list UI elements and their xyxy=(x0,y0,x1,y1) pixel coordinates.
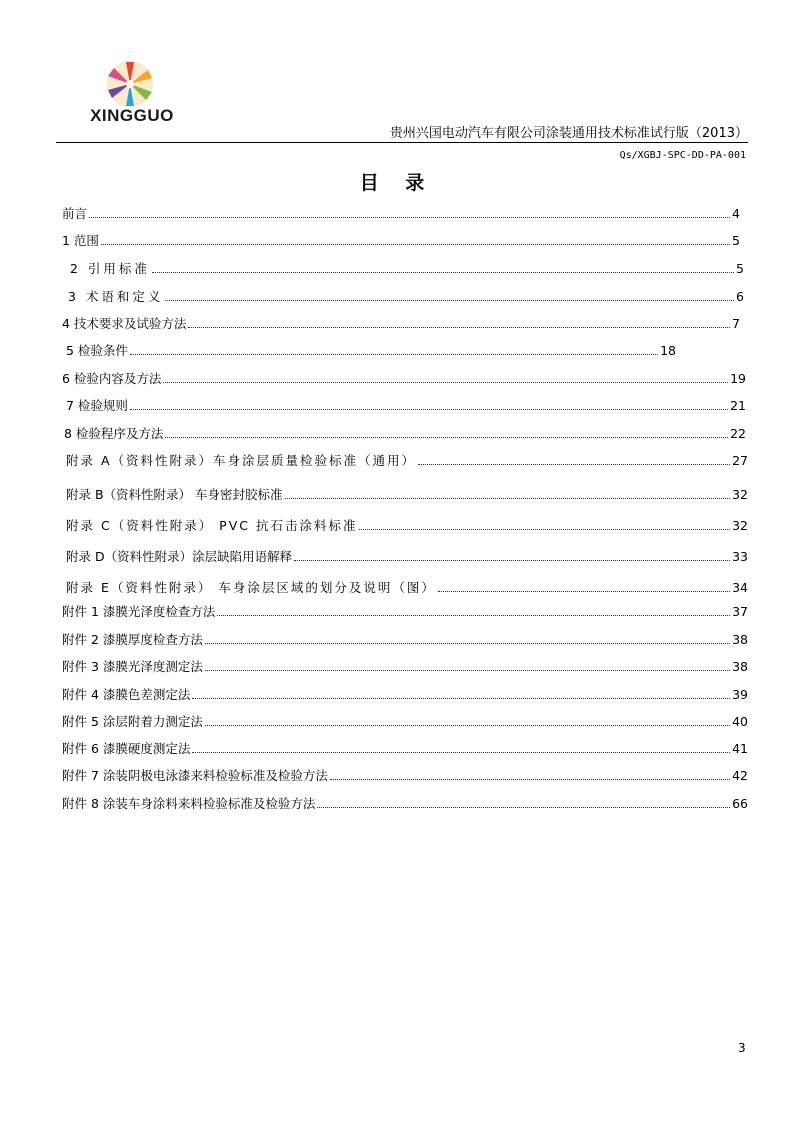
toc-entry-label: 7 检验规则 xyxy=(66,398,128,413)
toc-entry-label: 1 范围 xyxy=(62,233,99,248)
toc-entry[interactable] xyxy=(62,768,748,784)
toc-leader xyxy=(294,549,730,561)
toc-entry-page: 4 xyxy=(732,206,740,221)
toc-leader xyxy=(330,768,730,780)
document-code: Qs/XGBJ-SPC-DD-PA-001 xyxy=(619,150,746,161)
toc-entry[interactable] xyxy=(66,453,748,469)
toc-entry-label: 附件 1 漆膜光泽度检查方法 xyxy=(62,604,216,619)
toc-entry-label: 附件 5 涂层附着力测定法 xyxy=(62,714,203,729)
toc-leader xyxy=(438,580,730,592)
toc-leader xyxy=(418,453,730,465)
toc-entry[interactable] xyxy=(62,604,748,620)
toc-entry-label: 5 检验条件 xyxy=(66,343,128,358)
toc-entry-label: 附录 B（资料性附录） 车身密封胶标准 xyxy=(66,487,283,502)
toc-entry-label: 附录 A（资料性附录）车身涂层质量检验标准（通用） xyxy=(66,453,417,468)
toc-entry-page: 33 xyxy=(732,549,748,564)
toc-entry-label: 附件 3 漆膜光泽度测定法 xyxy=(62,659,203,674)
toc-entry-label: 附件 6 漆膜硬度测定法 xyxy=(62,741,191,756)
toc-entry[interactable] xyxy=(62,316,740,332)
toc-entry-page: 6 xyxy=(736,289,744,304)
logo-star-icon xyxy=(100,60,160,108)
toc-entry[interactable] xyxy=(62,796,748,812)
toc-leader xyxy=(205,714,730,726)
toc-entry-page: 18 xyxy=(660,343,676,358)
toc-entry[interactable] xyxy=(66,549,748,565)
toc-leader xyxy=(205,632,730,644)
toc-entry[interactable] xyxy=(62,371,746,387)
toc-entry-page: 7 xyxy=(732,316,740,331)
toc-entry[interactable] xyxy=(66,343,676,359)
company-logo xyxy=(82,60,182,130)
toc-entry-page: 37 xyxy=(732,604,748,619)
logo-text: XINGGUO xyxy=(90,106,174,125)
toc-entry-label: 8 检验程序及方法 xyxy=(64,426,164,441)
toc-leader xyxy=(192,741,730,753)
toc-entry-page: 34 xyxy=(732,580,748,595)
toc-entry[interactable] xyxy=(66,398,746,414)
toc-entry[interactable] xyxy=(62,233,740,249)
toc-entry-label: 附录 E（资料性附录） 车身涂层区域的划分及说明（图） xyxy=(66,580,436,595)
toc-entry-label: 附件 4 漆膜色差测定法 xyxy=(62,687,191,702)
toc-entry[interactable] xyxy=(68,289,744,305)
toc-entry-label: 2 引用标准 xyxy=(70,261,150,276)
toc-entry-label: 附件 7 涂装阴极电泳漆来料检验标准及检验方法 xyxy=(62,768,328,783)
toc-leader xyxy=(285,487,731,499)
toc-entry-page: 40 xyxy=(732,714,748,729)
toc-entry-page: 22 xyxy=(730,426,746,441)
toc-entry[interactable] xyxy=(70,261,744,277)
toc-entry-page: 21 xyxy=(730,398,746,413)
toc-leader xyxy=(130,343,658,355)
toc-entry-page: 66 xyxy=(732,796,748,811)
toc-entry[interactable] xyxy=(64,426,746,442)
toc-leader xyxy=(359,518,730,530)
toc-leader xyxy=(101,233,730,245)
toc-leader xyxy=(130,398,728,410)
toc-entry-label: 附件 2 漆膜厚度检查方法 xyxy=(62,632,203,647)
toc-entry-label: 附录 C（资料性附录） PVC 抗石击涂料标准 xyxy=(66,518,358,533)
toc-entry-label: 6 检验内容及方法 xyxy=(62,371,162,386)
toc-entry-page: 5 xyxy=(736,261,744,276)
toc-entry-page: 38 xyxy=(732,632,748,647)
toc-entry-label: 附件 8 涂装车身涂料来料检验标准及检验方法 xyxy=(62,796,316,811)
toc-leader xyxy=(188,316,730,328)
page-number: 3 xyxy=(738,1041,746,1055)
toc-entry-page: 38 xyxy=(732,659,748,674)
toc-leader xyxy=(163,371,728,383)
toc-leader xyxy=(217,604,730,616)
toc-entry-label: 附录 D（资料性附录）涂层缺陷用语解释 xyxy=(66,549,293,564)
toc-leader xyxy=(165,289,734,301)
toc-entry[interactable] xyxy=(62,632,748,648)
toc-entry-label: 4 技术要求及试验方法 xyxy=(62,316,187,331)
toc-leader xyxy=(89,206,730,218)
toc-entry-page: 42 xyxy=(732,768,748,783)
toc-entry-page: 27 xyxy=(732,453,748,468)
toc-entry-page: 32 xyxy=(732,518,748,533)
toc-entry[interactable] xyxy=(62,206,740,222)
toc-entry-label: 前言 xyxy=(62,206,88,221)
toc-leader xyxy=(317,796,730,808)
toc-entry[interactable] xyxy=(66,518,748,534)
document-header-title: 贵州兴国电动汽车有限公司涂装通用技术标准试行版（2013） xyxy=(389,126,748,141)
toc-entry[interactable] xyxy=(62,741,748,757)
toc-leader xyxy=(165,426,728,438)
toc-entry-page: 32 xyxy=(732,487,748,502)
toc-entry-page: 39 xyxy=(732,687,748,702)
toc-leader xyxy=(192,687,730,699)
toc-entry-label: 3 术语和定义 xyxy=(68,289,164,304)
toc-title: 目 录 xyxy=(359,172,435,194)
toc-entry[interactable] xyxy=(66,487,748,503)
toc-entry[interactable] xyxy=(62,714,748,730)
toc-leader xyxy=(205,659,730,671)
toc-entry[interactable] xyxy=(66,580,748,596)
toc-entry-page: 41 xyxy=(732,741,748,756)
toc-leader xyxy=(152,261,734,273)
toc-entry[interactable] xyxy=(62,687,748,703)
toc-entry-page: 5 xyxy=(732,233,740,248)
toc-entry-page: 19 xyxy=(730,371,746,386)
toc-entry[interactable] xyxy=(62,659,748,675)
header-rule xyxy=(56,142,748,143)
